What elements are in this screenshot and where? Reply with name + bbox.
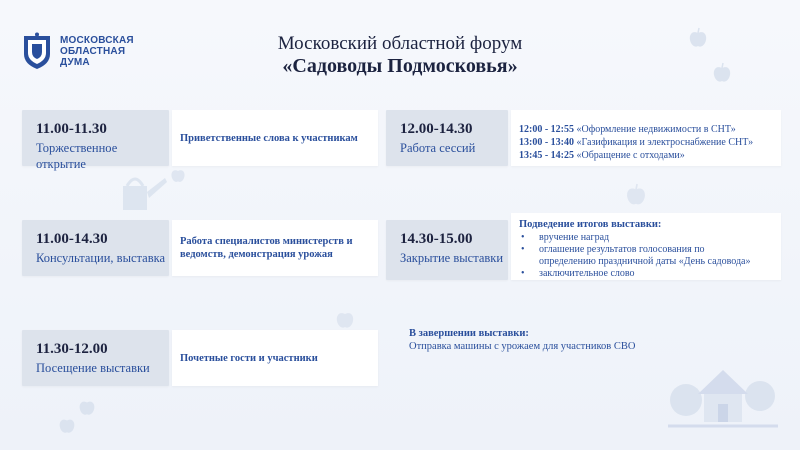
finale-note (409, 327, 739, 353)
summary-item-continuation: определению праздничной даты «День садовода» (539, 256, 751, 267)
title-line-1: Московский областной форум (277, 33, 523, 54)
org-line-3: ДУМА (60, 56, 90, 68)
page-title (0, 33, 800, 77)
apple-decoration-icon (625, 183, 647, 207)
schedule-time: 12.00-14.30 (400, 121, 473, 137)
sessions-list (511, 110, 781, 166)
schedule-label: Консультации, выставка (36, 251, 166, 265)
summary-card (511, 213, 781, 280)
session-item (519, 149, 781, 162)
session-topic: «Оформление недвижимости в СНТ» (576, 124, 736, 135)
schedule-time-card (386, 220, 508, 280)
finale-heading: В завершении выставки: (409, 328, 529, 339)
summary-item: • заключительное слово (519, 268, 781, 280)
schedule-time-card (386, 110, 508, 166)
schedule-label: Посещение выставки (36, 361, 150, 375)
summary-list (519, 232, 781, 280)
apple-decoration-icon (58, 415, 76, 435)
session-topic: «Газификация и электроснабжение СНТ» (576, 137, 754, 148)
finale-body: Отправка машины с урожаем для участников СВО (409, 341, 636, 352)
apple-decoration-icon (78, 397, 96, 417)
session-item (519, 136, 781, 149)
summary-item: • оглашение результатов голосования по (519, 244, 781, 256)
session-topic: «Обращение с отходами» (576, 150, 685, 161)
org-line-2: ОБЛАСТНАЯ (60, 45, 126, 57)
summary-heading: Подведение итогов выставки: (519, 219, 662, 230)
schedule-description: Приветственные слова к участникам (180, 132, 358, 144)
summary-item: • вручение наград (519, 232, 781, 244)
schedule-description: Почетные гости и участники (180, 352, 318, 364)
apple-decoration-icon (170, 166, 186, 184)
session-time: 13:00 - 13:40 (519, 137, 574, 148)
apple-decoration-icon (688, 27, 708, 49)
schedule-description-card (172, 330, 378, 386)
schedule-time-card (22, 330, 169, 386)
schedule-label: Закрытие выставки (400, 251, 504, 265)
schedule-description-card (172, 110, 378, 166)
watering-can-decoration-icon (117, 170, 169, 214)
schedule-time: 11.00-14.30 (36, 231, 108, 247)
session-time: 12:00 - 12:55 (519, 124, 574, 135)
session-time: 13:45 - 14:25 (519, 150, 574, 161)
schedule-label: Торжественное открытие (36, 141, 118, 171)
apple-decoration-icon (335, 308, 355, 330)
org-line-1: МОСКОВСКАЯ (60, 34, 134, 46)
schedule-time-card (22, 220, 169, 276)
house-decoration-icon (668, 360, 778, 430)
schedule-time: 11.00-11.30 (36, 121, 107, 137)
session-item (519, 123, 781, 136)
apple-decoration-icon (712, 62, 732, 84)
schedule-time-card (22, 110, 169, 171)
schedule-description: Работа специалистов министерств и ведомств, демонстрация урожая (180, 236, 353, 260)
schedule-time: 14.30-15.00 (400, 231, 473, 247)
schedule-time: 11.30-12.00 (36, 341, 108, 357)
title-line-2: «Садоводы Подмосковья» (282, 55, 518, 77)
schedule-label: Работа сессий (400, 141, 476, 155)
schedule-description-card (172, 220, 378, 276)
